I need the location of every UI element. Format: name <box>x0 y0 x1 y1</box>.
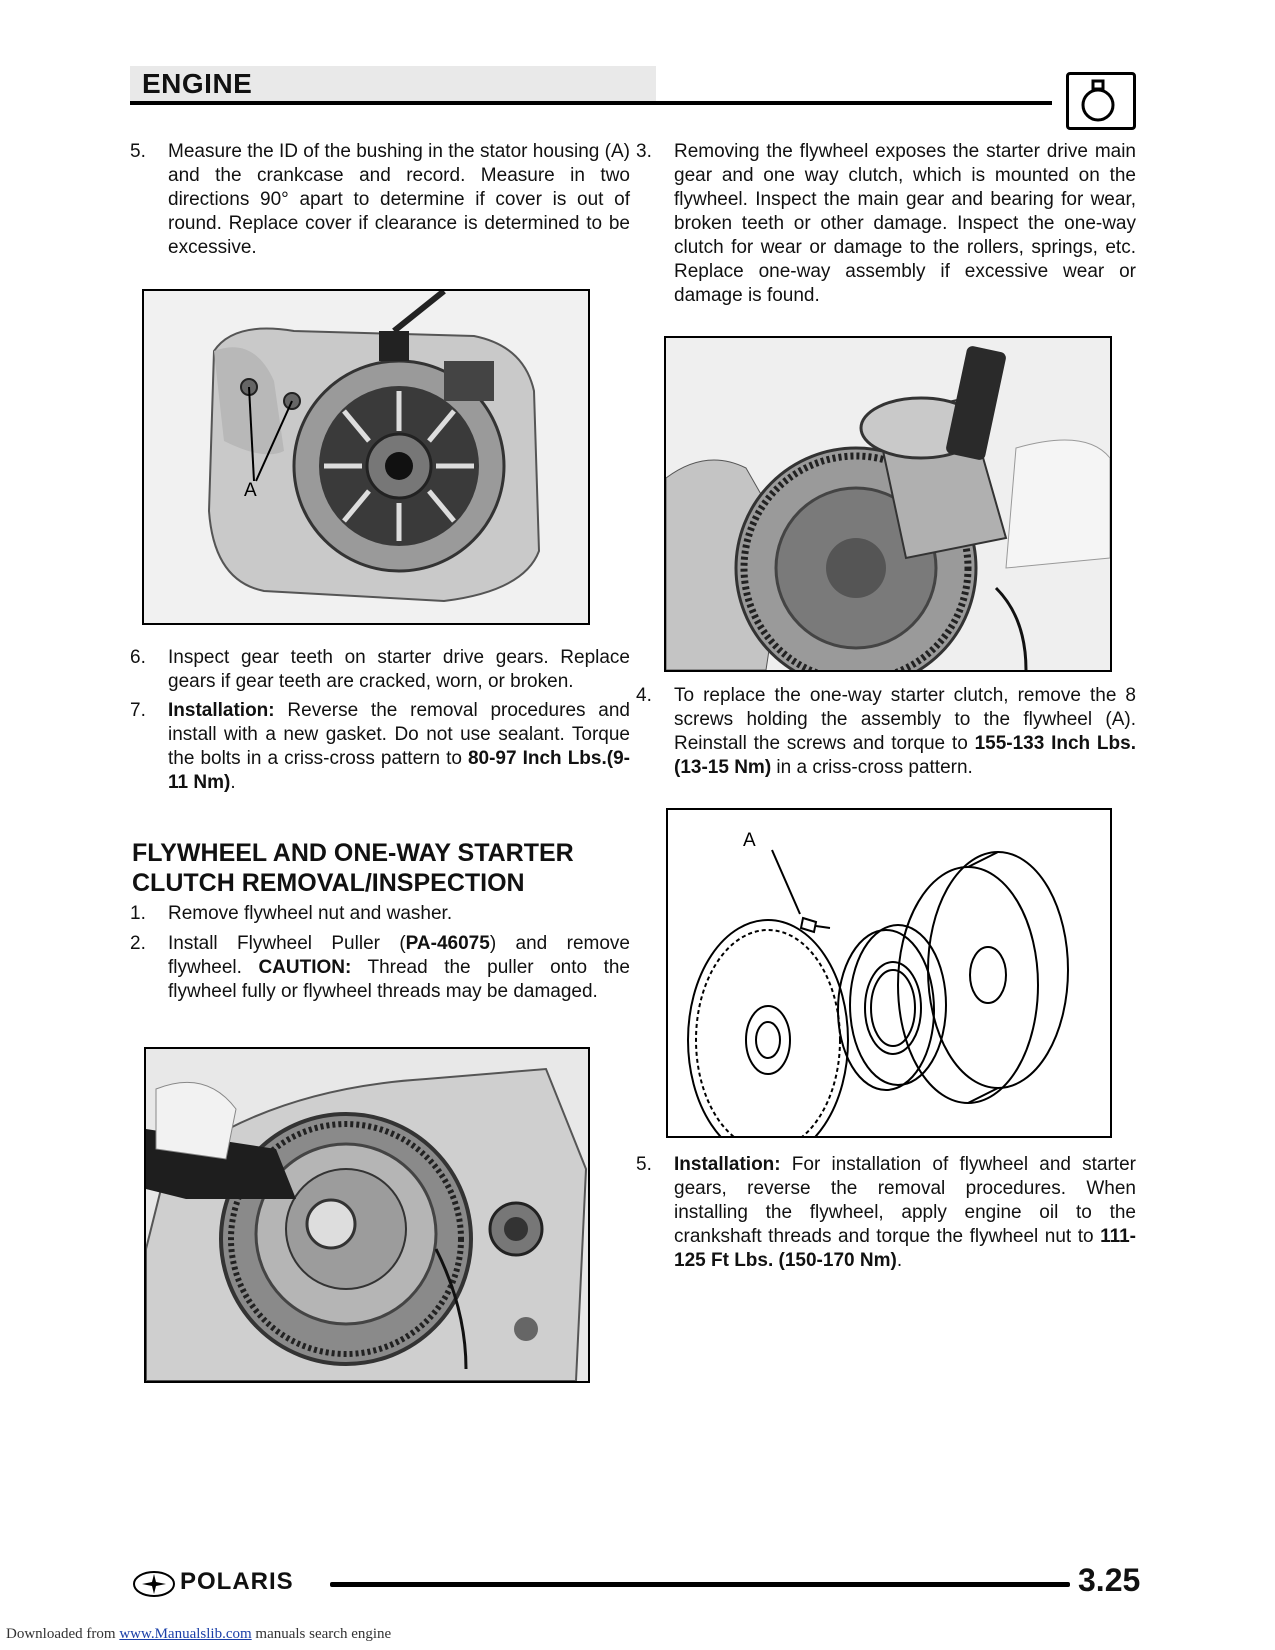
section-heading: FLYWHEEL AND ONE-WAY STARTER CLUTCH REMOVAL/INSPECTION <box>132 839 574 897</box>
footer-rule <box>330 1582 1070 1587</box>
manualslib-link[interactable]: www.Manualslib.com <box>119 1626 252 1642</box>
flywheel-puller-photo <box>144 1047 590 1383</box>
stator-housing-photo <box>142 289 590 625</box>
polaris-logo-icon <box>132 1569 176 1604</box>
callout-a: A <box>244 480 257 501</box>
flywheel-removed-photo <box>664 336 1112 672</box>
download-notice: Downloaded from www.Manualslib.com manuals search engine <box>6 1626 392 1642</box>
one-way-clutch-diagram <box>666 808 1112 1138</box>
callout-a-diagram: A <box>743 830 756 851</box>
engine-icon <box>1066 72 1136 130</box>
brand-name: POLARIS <box>180 1568 294 1595</box>
header-rule <box>130 101 1052 105</box>
section-title: ENGINE <box>142 68 253 99</box>
page-number: 3.25 <box>1078 1562 1141 1598</box>
